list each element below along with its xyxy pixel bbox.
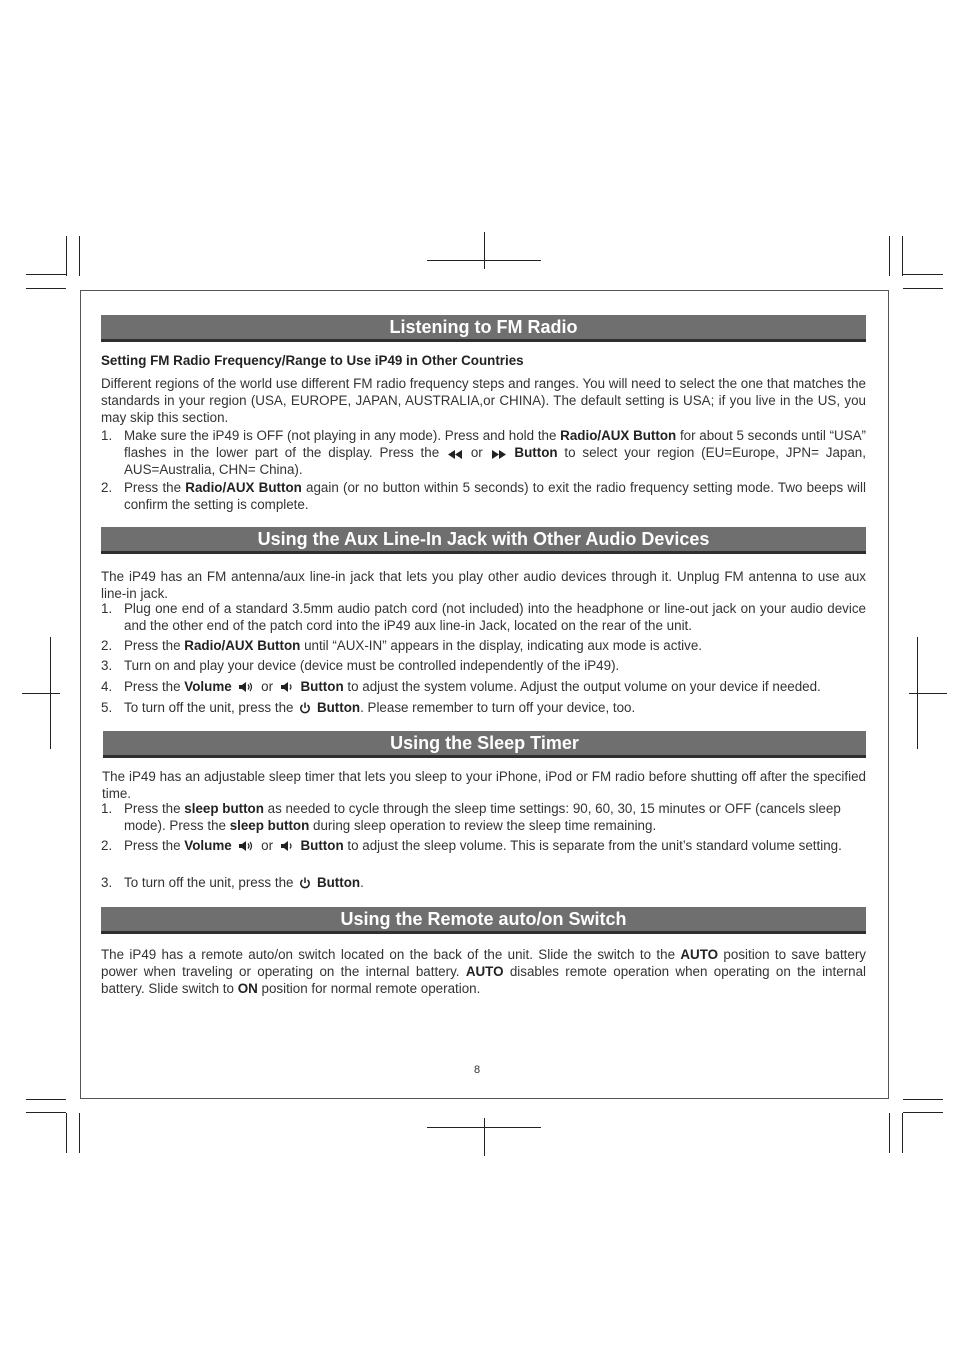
fm-intro: Different regions of the world use different FM radio frequency steps and ranges. You will need to select the one that matches the standards in your region (USA, EUROPE, JAPAN, AUSTRALIA,or CHINA). The default setting is USA; if you live in the US, you may skip this section. bbox=[101, 376, 866, 425]
section-title-fm-radio: Listening to FM Radio bbox=[101, 315, 866, 342]
step-number: 2. bbox=[101, 838, 113, 853]
section-title-aux: Using the Aux Line-In Jack with Other Audio Devices bbox=[101, 527, 866, 554]
step-number: 1. bbox=[101, 601, 113, 616]
volume-down-icon bbox=[279, 840, 295, 852]
page-number: 8 bbox=[473, 1064, 481, 1076]
volume-up-icon bbox=[237, 681, 255, 693]
remote-body: The iP49 has a remote auto/on switch located on the back of the unit. Slide the switch to the AUTO position to save battery power when traveling or operating on the internal battery. AUTO disables remote operation when operating on the internal battery. Slide switch to ON position for normal remote operation. bbox=[101, 947, 866, 996]
volume-down-icon bbox=[279, 681, 295, 693]
step-number: 3. bbox=[101, 875, 113, 890]
section-title-sleep: Using the Sleep Timer bbox=[103, 731, 866, 758]
step-number: 1. bbox=[101, 428, 113, 443]
section-title-remote: Using the Remote auto/on Switch bbox=[101, 907, 866, 934]
aux-step-4: 4. Press the Volume or Button to adjust the system volume. Adjust the output volume on your device if needed. bbox=[101, 679, 821, 694]
power-icon bbox=[299, 702, 311, 714]
volume-up-icon bbox=[237, 840, 255, 852]
step-number: 3. bbox=[101, 658, 113, 673]
step-number: 4. bbox=[101, 679, 113, 694]
sleep-intro: The iP49 has an adjustable sleep timer that lets you sleep to your iPhone, iPod or FM radio before shutting off after the specified time. bbox=[102, 769, 866, 801]
aux-step-5: 5. To turn off the unit, press the Button. Please remember to turn off your device, too. bbox=[101, 700, 636, 715]
fm-step-1: 1. Make sure the iP49 is OFF (not playing in any mode). Press and hold the Radio/AUX Button for about 5 seconds until “USA” flashes in the lower part of the display. Press the or Button to select your region (EU=Europe, JPN= Japan, AUS=Australia, CHN= China). bbox=[101, 428, 867, 477]
aux-intro: The iP49 has an FM antenna/aux line-in jack that lets you play other audio devices through it. Unplug FM antenna to use aux line-in jack. bbox=[101, 569, 866, 601]
step-number: 5. bbox=[101, 700, 113, 715]
fast-forward-icon bbox=[492, 450, 506, 459]
aux-step-3: 3. Turn on and play your device (device must be controlled independently of the iP49). bbox=[101, 658, 620, 673]
fm-subtitle: Setting FM Radio Frequency/Range to Use iP49 in Other Countries bbox=[101, 353, 524, 368]
aux-step-1: 1. Plug one end of a standard 3.5mm audio patch cord (not included) into the headphone or line-out jack on your audio device and the other end of the patch cord into the iP49 aux line-in Jack, located on the rear of the unit. bbox=[101, 601, 866, 633]
sleep-step-3: 3. To turn off the unit, press the Button. bbox=[101, 875, 364, 890]
step-number: 2. bbox=[101, 638, 113, 653]
step-number: 1. bbox=[101, 801, 113, 816]
fm-step-2: 2. Press the Radio/AUX Button again (or no button within 5 seconds) to exit the radio frequency setting mode. Two beeps will confirm the setting is complete. bbox=[101, 480, 866, 512]
sleep-step-2: 2. Press the Volume or Button to adjust the sleep volume. This is separate from the unit’s standard volume setting. bbox=[101, 838, 842, 853]
step-number: 2. bbox=[101, 480, 113, 495]
aux-step-2: 2. Press the Radio/AUX Button until “AUX-IN” appears in the display, indicating aux mode is active. bbox=[101, 638, 703, 653]
power-icon bbox=[299, 877, 311, 889]
sleep-step-1: 1. Press the sleep button as needed to cycle through the sleep time settings: 90, 60, 30, 15 minutes or OFF (cancels sleep mode). Press the sleep button during sleep operation to review the sleep time remaining. bbox=[101, 801, 841, 833]
rewind-icon bbox=[448, 450, 462, 459]
